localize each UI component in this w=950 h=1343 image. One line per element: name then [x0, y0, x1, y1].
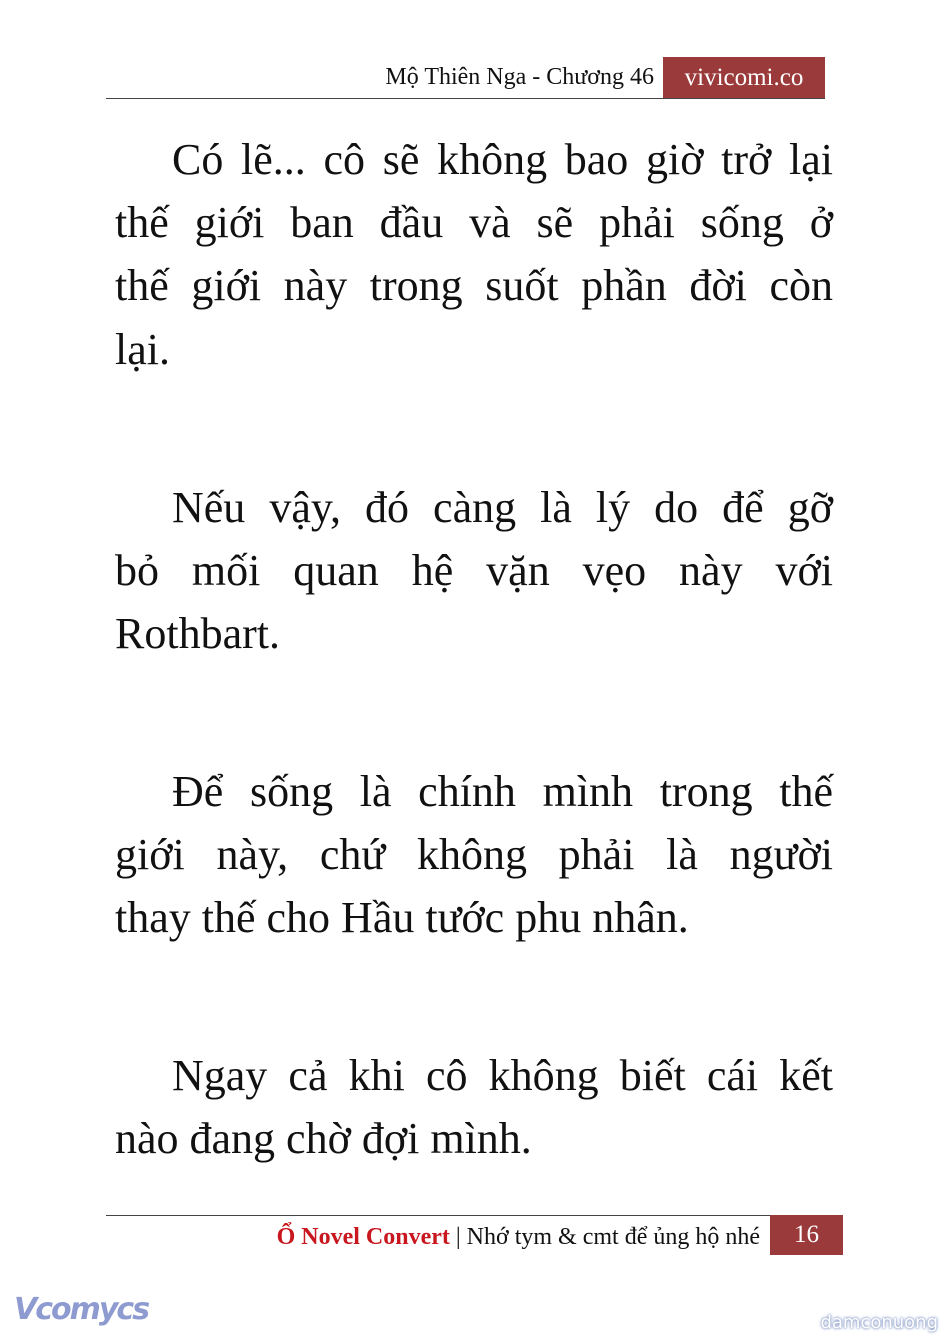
text-line: Nếu vậy, đó càng là lý do để gỡ [172, 483, 833, 532]
page-number: 16 [770, 1215, 843, 1255]
text-line: thế giới ban đầu và sẽ phải sống ở [115, 198, 833, 247]
text-line: Để sống là chính mình trong thế [172, 767, 833, 816]
footer-separator: | [455, 1224, 461, 1250]
text-line: Có lẽ... cô sẽ không bao giờ trở lại [172, 135, 833, 184]
footer-divider [106, 1215, 770, 1216]
header-divider [106, 98, 825, 99]
watermark-logo-left: Vcomycs [14, 1292, 149, 1327]
footer-text [277, 1222, 760, 1252]
text-line: thế giới này trong suốt phần đời còn [115, 261, 833, 310]
text-line: lại. [115, 325, 170, 374]
text-line: nào đang chờ đợi mình. [115, 1114, 532, 1163]
text-line: thay thế cho Hầu tước phu nhân. [115, 893, 689, 942]
watermark-logo-right: damconuong [820, 1312, 938, 1333]
chapter-title: Mộ Thiên Nga - Chương 46 [385, 64, 654, 90]
text-line: Ngay cả khi cô không biết cái kết [172, 1051, 833, 1100]
text-line: Rothbart. [115, 609, 280, 658]
footer-message: Nhớ tym & cmt để ủng hộ nhé [466, 1224, 760, 1250]
text-line: giới này, chứ không phải là người [115, 830, 833, 879]
site-badge: vivicomi.co [663, 57, 825, 98]
text-line: bỏ mối quan hệ vặn vẹo này với [115, 546, 833, 595]
footer-brand: Ổ Novel Convert [276, 1224, 450, 1250]
